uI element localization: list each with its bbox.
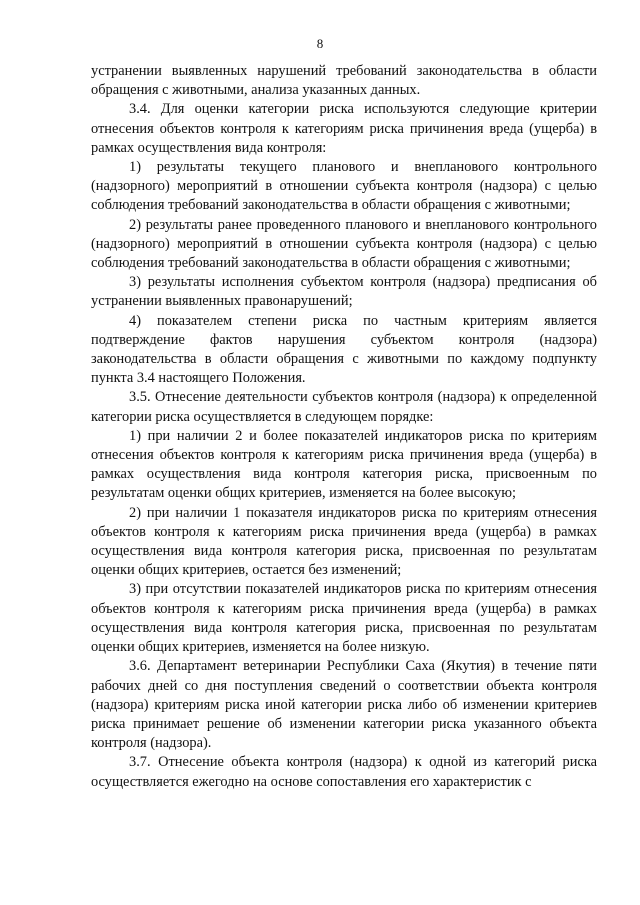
list-item-3-4-4: 4) показателем степени риска по частным критериям является подтверждение фактов нарушения субъектом контроля (надзора) законодательства в области обращения с животными по каждому подпункту пункта 3.4 настоящего Положения. <box>91 312 597 387</box>
paragraph-3-4: 3.4. Для оценки категории риска используются следующие критерии отнесения объектов контроля к категориям риска причинения вреда (ущерба) в рамках осуществления вида контроля: <box>91 101 597 156</box>
paragraph-3-5: 3.5. Отнесение деятельности субъектов контроля (надзора) к определенной категории риска осуществляется в следующем порядке: <box>91 389 597 425</box>
list-item-3-4-2: 2) результаты ранее проведенного планового и внепланового контрольного (надзорного) мероприятий в отношении субъекта контроля (надзора) с целью соблюдения требований законодательства в области обращения с животными; <box>91 216 597 272</box>
list-item-3-5-3: 3) при отсутствии показателей индикаторов риска по критериям отнесения объектов контроля к категориям риска причинения вреда (ущерба) в рамках осуществления вида контроля категория риска, присвоенная по результатам оценки общих критериев, изменяется на более низкую. <box>91 581 597 656</box>
paragraph-continuation: устранении выявленных нарушений требований законодательства в области обращения с животными, анализа указанных данных. <box>91 63 597 99</box>
list-item-3-5-1: 1) при наличии 2 и более показателей индикаторов риска по критериям отнесения объектов контроля к категориям риска причинения вреда (ущерба) в рамках осуществления вида контроля категория риска, присвоенным по результатам оценки общих критериев, изменяется на более высокую; <box>91 427 597 502</box>
document-body <box>91 62 597 792</box>
list-item-3-4-1: 1) результаты текущего планового и внепланового контрольного (надзорного) мероприятий в отношении субъекта контроля (надзора) с целью соблюдения требований законодательства в области обращения с животными; <box>91 159 597 214</box>
page-number: 8 <box>316 36 324 51</box>
list-item-3-4-3: 3) результаты исполнения субъектом контроля (надзора) предписания об устранении выявленных правонарушений; <box>91 274 597 310</box>
paragraph-3-6: 3.6. Департамент ветеринарии Республики Саха (Якутия) в течение пяти рабочих дней со дня поступления сведений о соответствии объекта контроля (надзора) критериям риска иной категории риска либо об изменении критериев риска принимает решение об изменении категории риска указанного объекта контроля (надзора). <box>91 658 597 752</box>
paragraph-3-7: 3.7. Отнесение объекта контроля (надзора) к одной из категорий риска осуществляется ежегодно на основе сопоставления его характеристик с <box>91 754 597 790</box>
list-item-3-5-2: 2) при наличии 1 показателя индикаторов риска по критериям отнесения объектов контроля к категориям риска причинения вреда (ущерба) в рамках осуществления вида контроля категория риска, присвоенная по результатам оценки общих критериев, остается без изменений; <box>91 504 597 579</box>
